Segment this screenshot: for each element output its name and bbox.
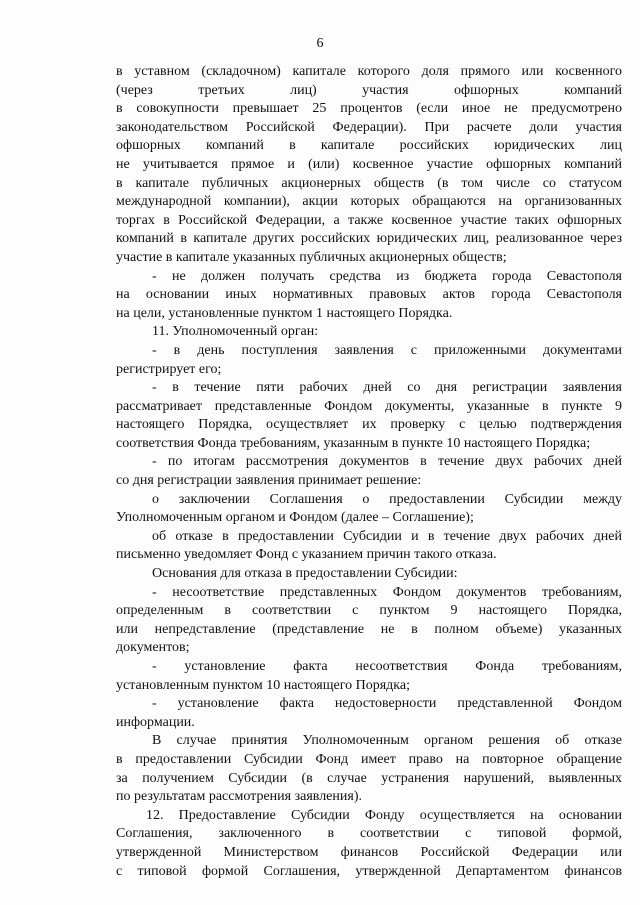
- text-line: - установление факта недостоверности представленной Фондом: [152, 696, 622, 712]
- text-line: не учитывается прямое и (или) косвенное участие офшорных компаний: [116, 156, 622, 172]
- document-body: [116, 63, 622, 881]
- text-line: рассматривает представленные Фондом документы, указанные в пункте 9: [116, 398, 622, 414]
- text-line: законодательством Российской Федерации). При расчете доли участия: [116, 119, 622, 135]
- text-line: письменно уведомляет Фонд с указанием причин такого отказа.: [116, 547, 497, 563]
- text-line: в капитале публичных акционерных обществ (в том числе со статусом: [116, 175, 622, 191]
- text-line: торгах в Российской Федерации, а также косвенное участие таких офшорных: [116, 212, 622, 228]
- text-line: Основания для отказа в предоставлении Субсидии:: [152, 566, 458, 582]
- text-line: на цели, установленные пунктом 1 настоящего Порядка.: [116, 305, 453, 321]
- text-line: 12. Предоставление Субсидии Фонду осуществляется на основании: [146, 807, 622, 823]
- text-line: со дня регистрации заявления принимает решение:: [116, 473, 422, 489]
- text-line: или непредставление (представление не в полном объеме) указанных: [116, 621, 622, 637]
- text-line: участие в капитале указанных публичных акционерных обществ;: [116, 249, 507, 265]
- text-line: - по итогам рассмотрения документов в течение двух рабочих дней: [152, 454, 622, 470]
- text-line: установленным пунктом 10 настоящего Порядка;: [116, 677, 410, 693]
- text-line: о заключении Соглашения о предоставлении Субсидии между: [152, 491, 622, 507]
- text-line: - несоответствие представленных Фондом документов требованиям,: [152, 584, 622, 600]
- text-line: с типовой формой Соглашения, утвержденной Департаментом финансов: [116, 863, 622, 879]
- text-line: об отказе в предоставлении Субсидии и в течение двух рабочих дней: [152, 528, 622, 544]
- text-line: в совокупности превышает 25 процентов (если иное не предусмотрено: [116, 101, 622, 117]
- text-line: - в день поступления заявления с приложенными документами: [152, 342, 622, 358]
- text-line: 11. Уполномоченный орган:: [152, 324, 319, 340]
- text-line: - установление факта несоответствия Фонда требованиям,: [152, 659, 622, 674]
- text-line: документов;: [116, 640, 190, 656]
- text-line: в предоставлении Субсидии Фонд имеет право на повторное обращение: [116, 751, 622, 767]
- text-line: В случае принятия Уполномоченным органом решения об отказе: [152, 733, 622, 749]
- text-line: в уставном (складочном) капитале которого доля прямого или косвенного: [116, 64, 622, 79]
- text-line: за получением Субсидии (в случае устранения нарушений, выявленных: [116, 770, 622, 786]
- text-line: определенным в соответствии с пунктом 9 настоящего Порядка,: [116, 603, 622, 619]
- text-line: Соглашения, заключенного в соответствии с типовой формой,: [116, 826, 622, 842]
- text-line: на основании иных нормативных правовых актов города Севастополя: [116, 287, 622, 303]
- text-line: информации.: [116, 714, 195, 730]
- text-line: Уполномоченным органом и Фондом (далее – Соглашение);: [116, 510, 474, 526]
- text-line: по результатам рассмотрения заявления).: [116, 789, 362, 805]
- text-line: регистрирует его;: [116, 361, 222, 377]
- page-number: 6: [316, 36, 324, 51]
- text-line: офшорных компаний в капитале российских юридических лиц: [116, 138, 622, 154]
- text-line: - в течение пяти рабочих дней со дня регистрации заявления: [152, 380, 622, 396]
- text-line: настоящего Порядка, осуществляет их проверку с целью подтверждения: [116, 417, 622, 433]
- text-line: компаний в капитале других российских юридических лиц, реализованное через: [116, 231, 622, 247]
- text-line: - не должен получать средства из бюджета города Севастополя: [152, 268, 622, 284]
- text-line: международной компании), акции которых обращаются на организованных: [116, 194, 622, 210]
- text-line: (через третьих лиц) участия офшорных компаний: [116, 82, 622, 98]
- text-line: утвержденной Министерством финансов Российской Федерации или: [116, 844, 622, 860]
- text-line: соответствия Фонда требованиям, указанным в пункте 10 настоящего Порядка;: [116, 435, 591, 451]
